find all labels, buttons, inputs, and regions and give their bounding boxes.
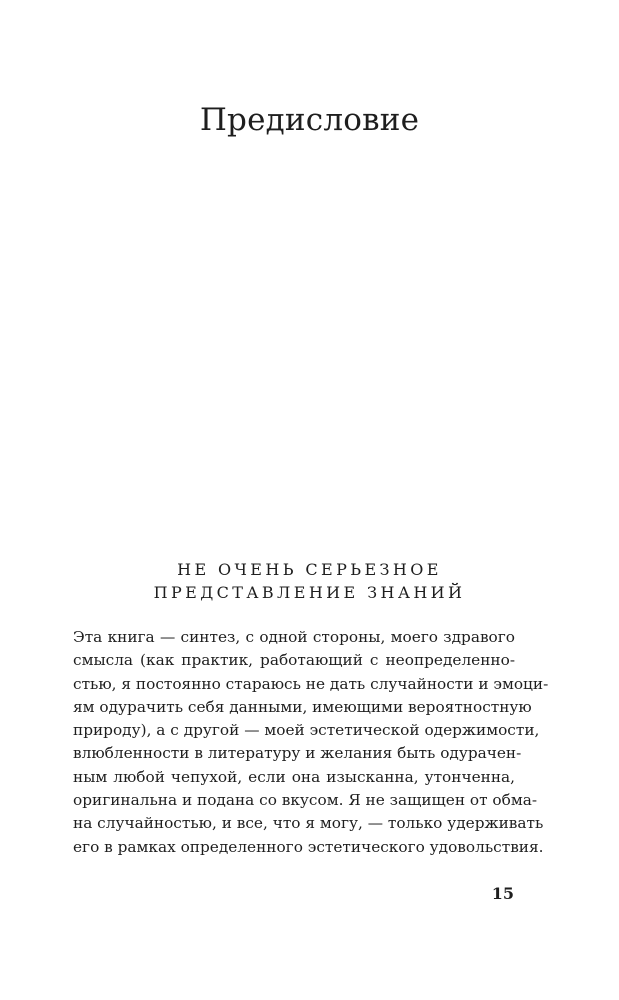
paragraph-line: его в рамках определенного эстетического удовольствия. [73, 837, 544, 856]
paragraph-line: на случайностью, и все, что я могу, — только удерживать [73, 814, 544, 833]
paragraph-line: смысла (как практик, работающий с неопределенно- [73, 651, 515, 670]
paragraph-line: оригинальна и подана со вкусом. Я не защищен от обма- [73, 791, 538, 810]
paragraph-line: ям одурачить себя данными, имеющими вероятностную [73, 697, 532, 716]
paragraph-line: природу), а с другой — моей эстетической одержимости, [73, 721, 540, 740]
chapter-title: Предисловие [199, 102, 420, 138]
paragraph-line: влюбленности в литературу и желания быть одурачен- [73, 744, 522, 763]
section-heading-line: ПРЕДСТАВЛЕНИЕ ЗНАНИЙ [153, 583, 466, 602]
section-heading-line: НЕ ОЧЕНЬ СЕРЬЕЗНОЕ [177, 560, 442, 579]
paragraph-line: ным любой чепухой, если она изысканна, утонченна, [73, 767, 515, 786]
paragraph-line: стью, я постоянно стараюсь не дать случайности и эмоци- [73, 674, 549, 693]
section-heading [0, 558, 619, 604]
paragraph-line: Эта книга — синтез, с одной стороны, моего здравого [73, 628, 515, 646]
body-paragraph [73, 626, 549, 859]
page-number: 15 [491, 884, 514, 903]
